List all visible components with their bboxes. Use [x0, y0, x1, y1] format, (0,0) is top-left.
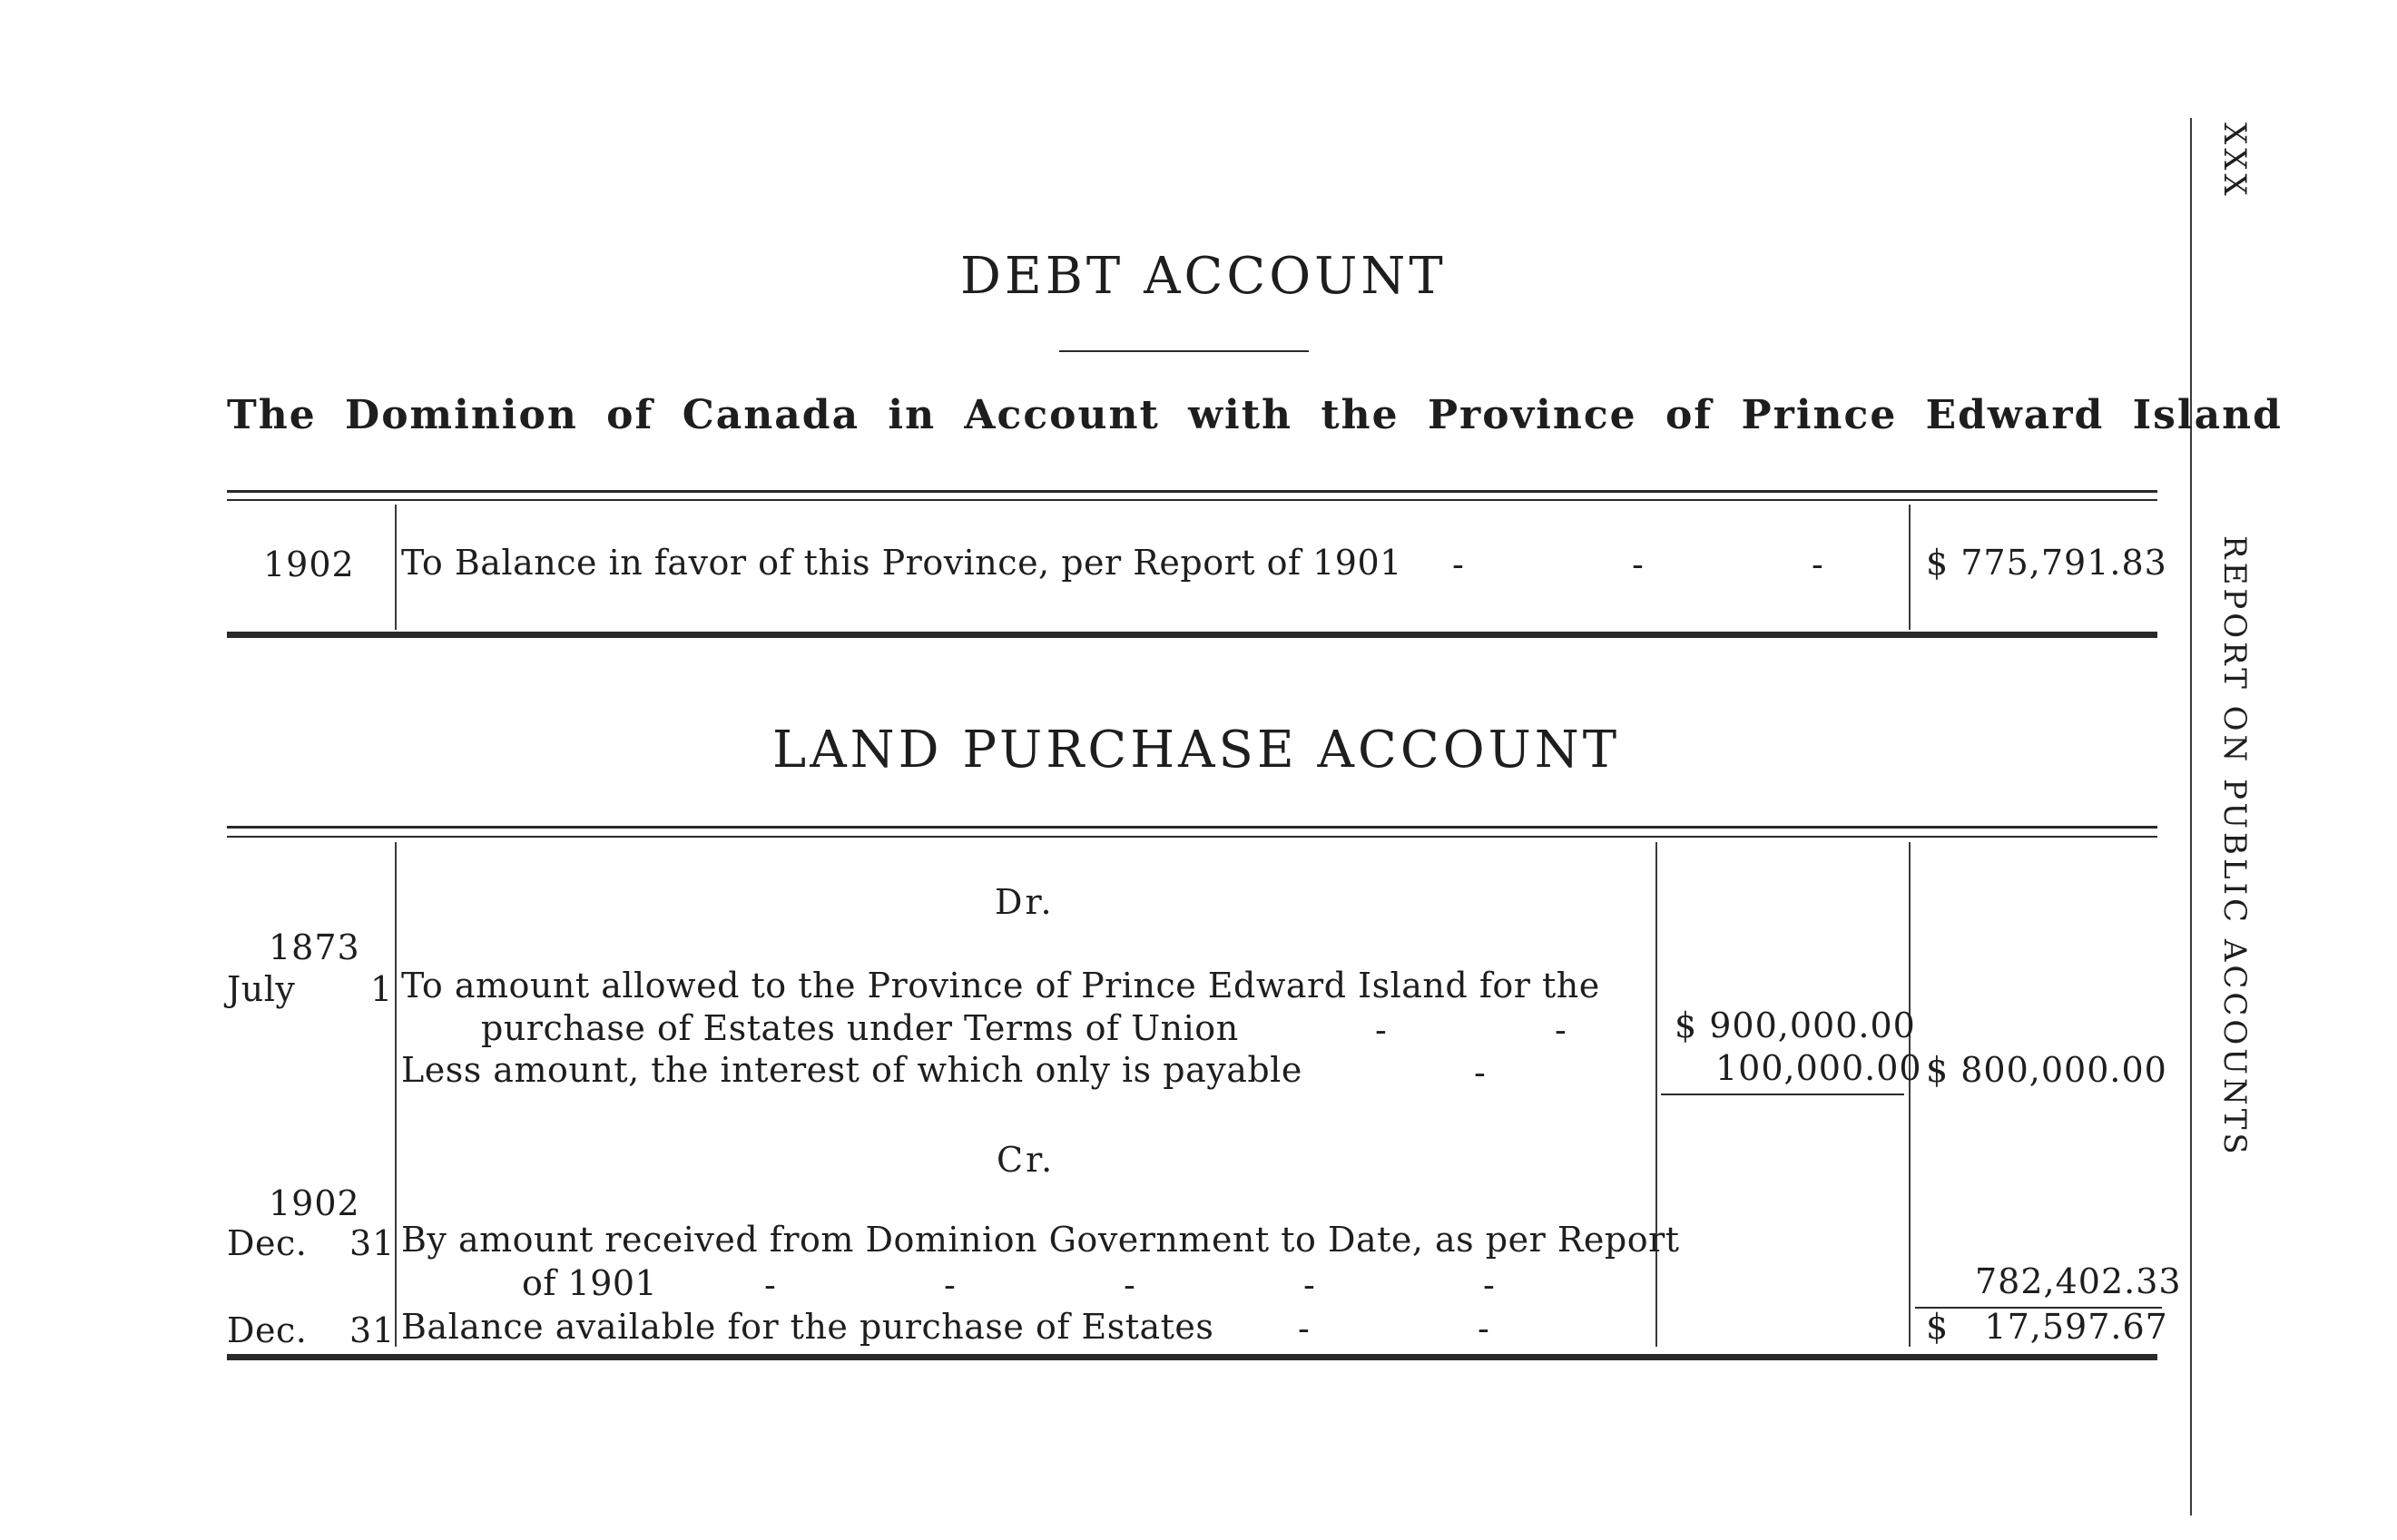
dr-line-2: purchase of Estates under Terms of Union [481, 1008, 1239, 1048]
title-divider [1059, 350, 1309, 352]
dr-year: 1873 [269, 927, 360, 967]
land-table-top-rule [227, 826, 2157, 829]
credit-heading: Cr. [997, 1140, 1056, 1180]
running-head: REPORT ON PUBLIC ACCOUNTS [2216, 535, 2253, 1158]
land-col-divider-3 [1909, 842, 1911, 1347]
page-number: XXX [2216, 123, 2253, 200]
leader-dash: - [1483, 1265, 1495, 1305]
cr-row1-amount: 782,402.33 [1975, 1261, 2182, 1301]
leader-dash: - [944, 1265, 956, 1305]
debt-table-bottom-rule [227, 632, 2157, 638]
cr-row1-line-1: By amount received from Dominion Government to Date, as per Report [401, 1220, 1680, 1260]
land-col-divider-2 [1655, 842, 1657, 1347]
land-table-bottom-rule [227, 1354, 2157, 1360]
leader-dash: - [764, 1265, 776, 1305]
leader-dash: - [1812, 544, 1823, 584]
dr-amount-2: 100,000.00 [1715, 1048, 1922, 1088]
dr-month: July [227, 969, 296, 1009]
leader-dash: - [1632, 544, 1644, 584]
leader-dash: - [1452, 544, 1464, 584]
debt-table-top-rule-2 [227, 499, 2157, 501]
debt-row-amount: $ 775,791.83 [1926, 543, 2167, 583]
land-purchase-account-title: LAND PURCHASE ACCOUNT [772, 721, 1621, 780]
debt-col-divider-2 [1909, 505, 1911, 630]
cr-row2-text: Balance available for the purchase of Estates [401, 1307, 1214, 1347]
leader-dash: - [1303, 1265, 1315, 1305]
dr-day: 1 [370, 969, 394, 1009]
dr-amount-1: $ 900,000.00 [1675, 1005, 1916, 1045]
debt-col-divider-1 [395, 505, 397, 630]
account-subtitle: The Dominion of Canada in Account with the Province of Prince Edward Island [227, 392, 2283, 438]
subtotal-rule [1661, 1094, 1904, 1095]
debt-row-year: 1902 [263, 544, 355, 584]
leader-dash: - [1298, 1309, 1310, 1349]
leader-dash: - [1555, 1010, 1567, 1050]
land-table-top-rule-2 [227, 836, 2157, 838]
debt-table-top-rule [227, 490, 2157, 493]
leader-dash: - [1478, 1309, 1489, 1349]
cr-row1-month: Dec. [227, 1223, 308, 1263]
cr-row2-amount: $ 17,597.67 [1926, 1307, 2168, 1347]
cr-row2-day: 31 [349, 1310, 396, 1350]
dr-line-1: To amount allowed to the Province of Prince Edward Island for the [401, 966, 1600, 1005]
debt-row-description: To Balance in favor of this Province, per Report of 1901 [401, 543, 1402, 583]
cr-row2-month: Dec. [227, 1310, 308, 1350]
leader-dash: - [1375, 1010, 1387, 1050]
land-col-divider-1 [395, 842, 397, 1347]
cr-row1-day: 31 [349, 1223, 396, 1263]
debit-heading: Dr. [995, 882, 1055, 922]
cr-year: 1902 [269, 1183, 360, 1223]
leader-dash: - [1474, 1053, 1486, 1093]
dr-line-3: Less amount, the interest of which only is payable [401, 1050, 1302, 1090]
margin-rule [2190, 118, 2192, 1515]
cr-row1-line-2: of 1901 [522, 1263, 658, 1303]
dr-total: $ 800,000.00 [1926, 1050, 2167, 1090]
debt-account-title: DEBT ACCOUNT [960, 247, 1447, 306]
leader-dash: - [1124, 1265, 1135, 1305]
